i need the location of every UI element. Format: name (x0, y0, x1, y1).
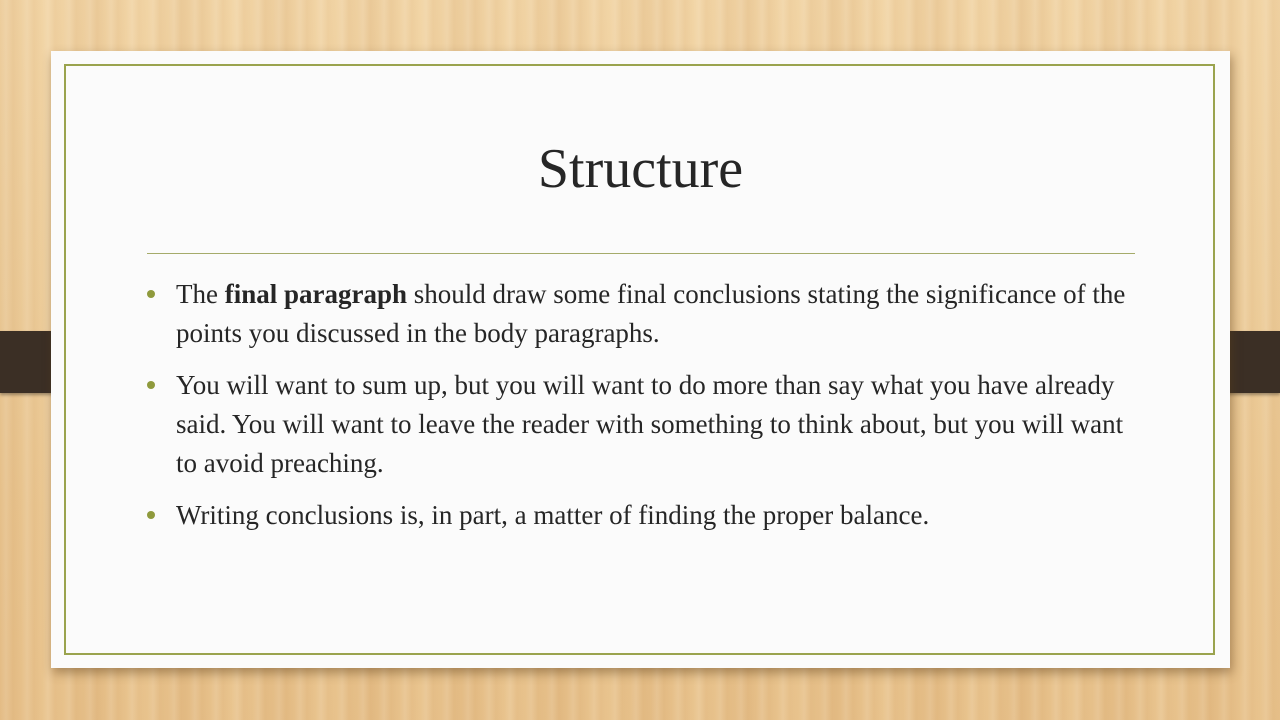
bullet-list (147, 275, 1127, 548)
bullet-3-text: Writing conclusions is, in part, a matter of finding the proper balance. (176, 500, 930, 530)
bullet-dot-icon (147, 381, 155, 389)
bullet-2-text: You will want to sum up, but you will want to do more than say what you have already said. You will want to leave the reader with something to think about, but you will want to avoid preaching. (176, 370, 1124, 478)
bullet-item-3 (147, 496, 1127, 535)
bullet-1-text-before: The (176, 279, 225, 309)
title-divider (147, 253, 1135, 254)
bullet-1-text-after: should draw some final conclusions stating the significance of the points you discussed in the body paragraphs. (176, 279, 1126, 348)
bullet-dot-icon (147, 290, 155, 298)
slide (51, 51, 1230, 668)
bullet-item-2 (147, 366, 1127, 483)
slide-title: Structure (537, 138, 744, 200)
bullet-1-bold-text: final paragraph (224, 279, 408, 309)
bullet-item-1 (147, 275, 1127, 353)
bullet-dot-icon (147, 511, 155, 519)
